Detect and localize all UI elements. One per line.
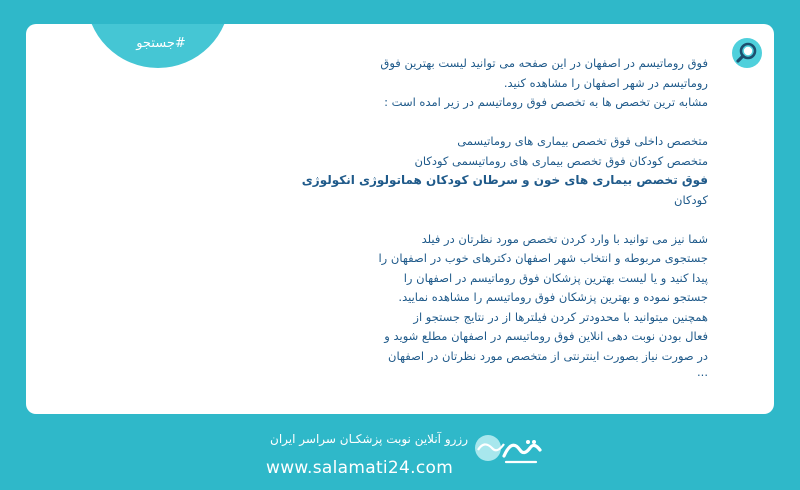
intro-line: فوق روماتیسم در اصفهان در این صفحه می توانید لیست بهترین فوق <box>380 56 708 70</box>
body-line: شما نیز می توانید با وارد کردن تخصص مورد نظرتان در فیلد <box>421 231 708 246</box>
specialty-link[interactable]: متخصص داخلی فوق تخصص بیماری های روماتیسمی <box>457 134 708 148</box>
search-icon <box>732 38 762 68</box>
footer <box>0 414 800 490</box>
intro-line: مشابه ترین تخصص ها به تخصص فوق روماتیسم در زیر امده است : <box>384 95 708 109</box>
search-button[interactable] <box>732 38 762 68</box>
intro-line: روماتیسم در شهر اصفهان را مشاهده کنید. <box>503 75 708 90</box>
body-line: پیدا کنید و یا لیست بهترین پزشکان فوق روماتیسم در اصفهان را <box>403 270 708 285</box>
article-text <box>216 54 708 378</box>
body-line: جستجوی مربوطه و انتخاب شهر اصفهان دکترهای خوب در اصفهان را <box>378 251 708 265</box>
site-url[interactable]: www.salamati24.com <box>266 458 454 478</box>
content-card <box>26 24 774 414</box>
ellipsis: ... <box>697 365 708 379</box>
body-line: همچنین میتوانید با محدودتر کردن فیلترها از در نتایج جستجو از <box>413 309 708 324</box>
specialty-link[interactable]: فوق تخصص بیماری های خون و سرطان کودکان هماتولوژی انکولوژی <box>301 173 708 187</box>
body-line: جستجو نموده و بهترین پزشکان فوق روماتیسم را مشاهده نمایید. <box>398 290 708 304</box>
search-tab-label[interactable]: #جستجو <box>136 36 186 51</box>
specialty-link[interactable]: کودکان <box>674 192 708 207</box>
body-line: در صورت نیاز بصورت اینترنتی از متخصص مورد نظرتان در اصفهان <box>388 348 708 363</box>
body-line: فعال بودن نوبت دهی انلاین فوق روماتیسم در اصفهان مطلع شوید و <box>384 329 708 343</box>
salamati-logo-icon[interactable] <box>470 428 548 476</box>
footer-tagline: رزرو آنلاین نوبت پزشکـان سراسر ایران <box>270 432 468 446</box>
specialty-link[interactable]: متخصص کودکان فوق تخصص بیماری های روماتیسمی کودکان <box>414 153 708 168</box>
